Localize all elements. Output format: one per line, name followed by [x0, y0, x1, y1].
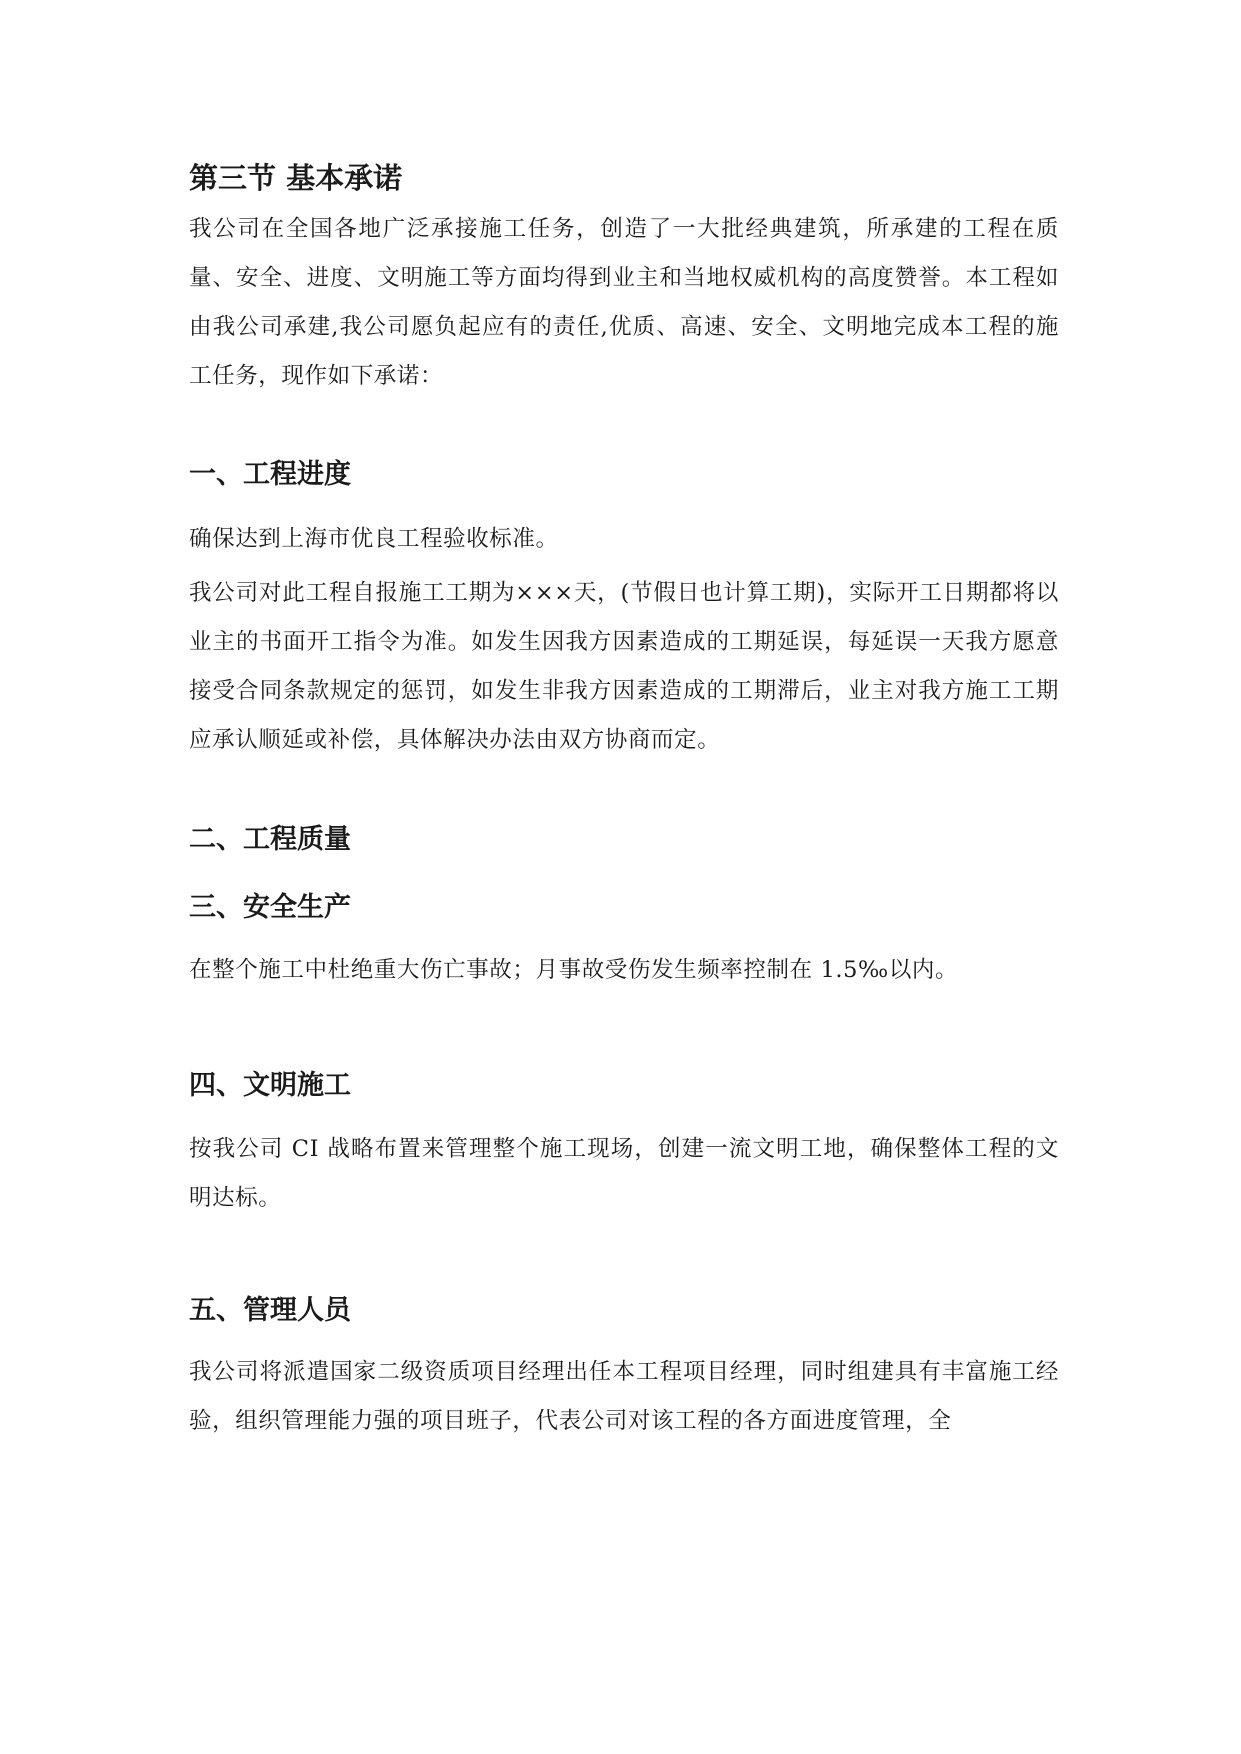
heading-management-staff: 五、管理人员 [189, 1295, 351, 1326]
safety-paragraph: 在整个施工中杜绝重大伤亡事故；月事故受伤发生频率控制在 1.5‰以内。 [189, 957, 959, 983]
section-title: 第三节 基本承诺 [189, 161, 403, 195]
document-page [189, 0, 1059, 1754]
schedule-paragraph-standard: 确保达到上海市优良工程验收标准。 [189, 526, 559, 552]
heading-safety: 三、安全生产 [189, 892, 351, 923]
civilized-construction-paragraph: 按我公司 CI 战略布置来管理整个施工现场，创建一流文明工地，确保整体工程的文明达标。 [189, 1136, 1059, 1211]
management-staff-paragraph: 我公司将派遣国家二级资质项目经理出任本工程项目经理，同时组建具有丰富施工经验，组织管理能力强的项目班子，代表公司对该工程的各方面进度管理，全 [189, 1359, 1059, 1434]
schedule-paragraph-duration: 我公司对此工程自报施工工期为×××天，(节假日也计算工期)，实际开工日期都将以业主的书面开工指令为准。如发生因我方因素造成的工期延误，每延误一天我方愿意接受合同条款规定的惩罚，如发生非我方因素造成的工期滞后，业主对我方施工工期应承认顺延或补偿，具体解决办法由双方协商而定。 [189, 580, 1059, 753]
heading-schedule: 一、工程进度 [189, 459, 351, 490]
heading-quality: 二、工程质量 [189, 824, 351, 855]
intro-paragraph: 我公司在全国各地广泛承接施工任务，创造了一大批经典建筑，所承建的工程在质量、安全、进度、文明施工等方面均得到业主和当地权威机构的高度赞誉。本工程如由我公司承建,我公司愿负起应有的责任,优质、高速、安全、文明地完成本工程的施工任务，现作如下承诺： [189, 216, 1059, 389]
heading-civilized-construction: 四、文明施工 [189, 1070, 351, 1101]
